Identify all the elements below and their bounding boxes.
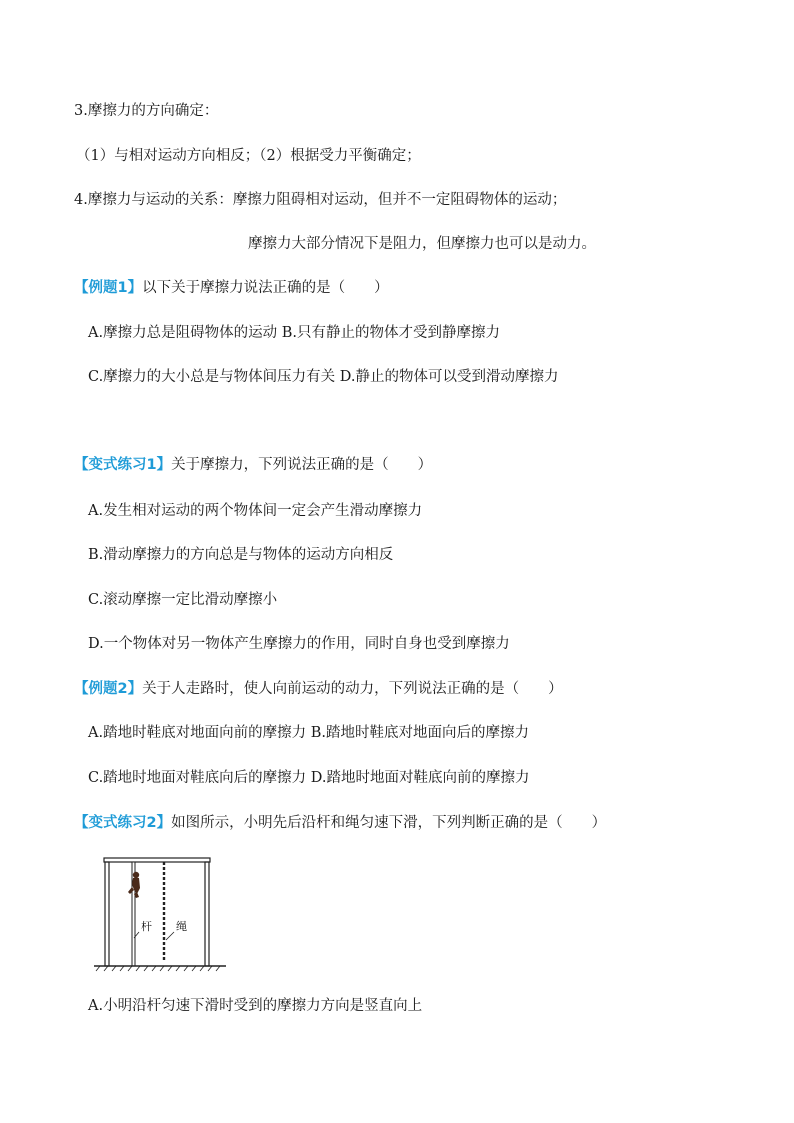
option-line: A.摩擦力总是阻碍物体的运动 B.只有静止的物体才受到静摩擦力	[88, 325, 500, 341]
pole-rope-figure	[92, 850, 228, 972]
item4-continuation: 摩擦力大部分情况下是阻力，但摩擦力也可以是动力。	[248, 236, 596, 252]
question-tag: 【例题2】	[74, 681, 143, 697]
option-line: C.摩擦力的大小总是与物体间压力有关 D.静止的物体可以受到滑动摩擦力	[88, 369, 559, 385]
item3-detail: （1）与相对运动方向相反；（2）根据受力平衡确定；	[76, 148, 421, 164]
option-line: D.一个物体对另一物体产生摩擦力的作用，同时自身也受到摩擦力	[88, 636, 510, 652]
question-stem: 如图所示，小明先后沿杆和绳匀速下滑，下列判断正确的是（ ）	[171, 815, 607, 831]
question-example-2	[74, 679, 563, 699]
option-line: B.滑动摩擦力的方向总是与物体的运动方向相反	[88, 547, 394, 563]
pole-label: 杆	[141, 920, 152, 933]
question-tag: 【例题1】	[74, 280, 143, 296]
question-variant-1	[74, 455, 432, 475]
top-beam	[104, 858, 210, 862]
right-post	[205, 862, 209, 966]
question-stem: 以下关于摩擦力说法正确的是（ ）	[142, 280, 389, 296]
option-line: A.发生相对运动的两个物体间一定会产生滑动摩擦力	[88, 503, 423, 519]
option-line: C.踏地时地面对鞋底向后的摩擦力 D.踏地时地面对鞋底向前的摩擦力	[88, 770, 530, 786]
question-variant-2	[74, 813, 606, 833]
option-line: A.小明沿杆匀速下滑时受到的摩擦力方向是竖直向上	[88, 998, 423, 1014]
pole-rope-diagram	[92, 850, 228, 972]
question-stem: 关于摩擦力，下列说法正确的是（ ）	[171, 457, 433, 473]
question-stem: 关于人走路时，使人向前运动的动力，下列说法正确的是（ ）	[142, 681, 563, 697]
question-tag: 【变式练习1】	[74, 457, 172, 473]
question-example-1	[74, 278, 389, 298]
left-post	[105, 862, 109, 966]
option-line: A.踏地时鞋底对地面向前的摩擦力 B.踏地时鞋底对地面向后的摩擦力	[88, 725, 529, 741]
option-line: C.滚动摩擦一定比滑动摩擦小	[88, 592, 278, 608]
question-tag: 【变式练习2】	[74, 815, 172, 831]
rope-label: 绳	[176, 920, 187, 933]
item3-heading: 3.摩擦力的方向确定：	[74, 103, 219, 119]
item4-heading: 4.摩擦力与运动的关系：摩擦力阻碍相对运动，但并不一定阻碍物体的运动；	[74, 192, 567, 208]
